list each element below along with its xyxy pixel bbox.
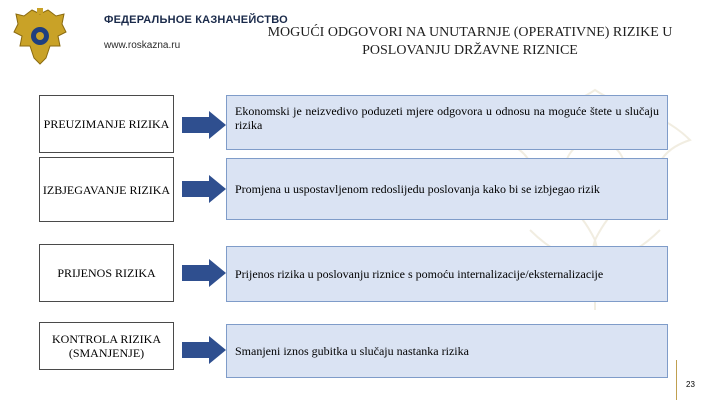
risk-response-label: PRIJENOS RIZIKA	[39, 244, 174, 302]
risk-response-description: Smanjeni iznos gubitka u slučaju nastanka rizika	[226, 324, 668, 378]
arrow-right-icon	[181, 174, 227, 204]
risk-response-label: KONTROLA RIZIKA (SMANJENJE)	[39, 322, 174, 370]
risk-response-description: Prijenos rizika u poslovanju riznice s pomoću internalizacije/eksternalizacije	[226, 246, 668, 302]
page-number: 23	[686, 380, 695, 389]
arrow-right-icon	[181, 110, 227, 140]
slide-title: MOGUĆI ODGOVORI NA UNUTARNJE (OPERATIVNE) RIZIKE U POSLOVANJU DRŽAVNE RIZNICE	[267, 25, 673, 58]
org-name: ФЕДЕРАЛЬНОЕ КАЗНАЧЕЙСТВО	[104, 14, 288, 26]
treasury-emblem-icon	[10, 6, 70, 68]
arrow-right-icon	[181, 258, 227, 288]
arrow-right-icon	[181, 335, 227, 365]
risk-response-label: PREUZIMANJE RIZIKA	[39, 95, 174, 153]
risk-response-description: Promjena u uspostavljenom redoslijedu poslovanja kako bi se izbjegao rizik	[226, 158, 668, 220]
page-divider	[676, 360, 677, 400]
risk-response-description: Ekonomski je neizvedivo poduzeti mjere odgovora u odnosu na moguće štete u slučaju rizika	[226, 95, 668, 150]
org-url: www.roskazna.ru	[104, 40, 181, 51]
risk-response-label: IZBJEGAVANJE RIZIKA	[39, 157, 174, 222]
